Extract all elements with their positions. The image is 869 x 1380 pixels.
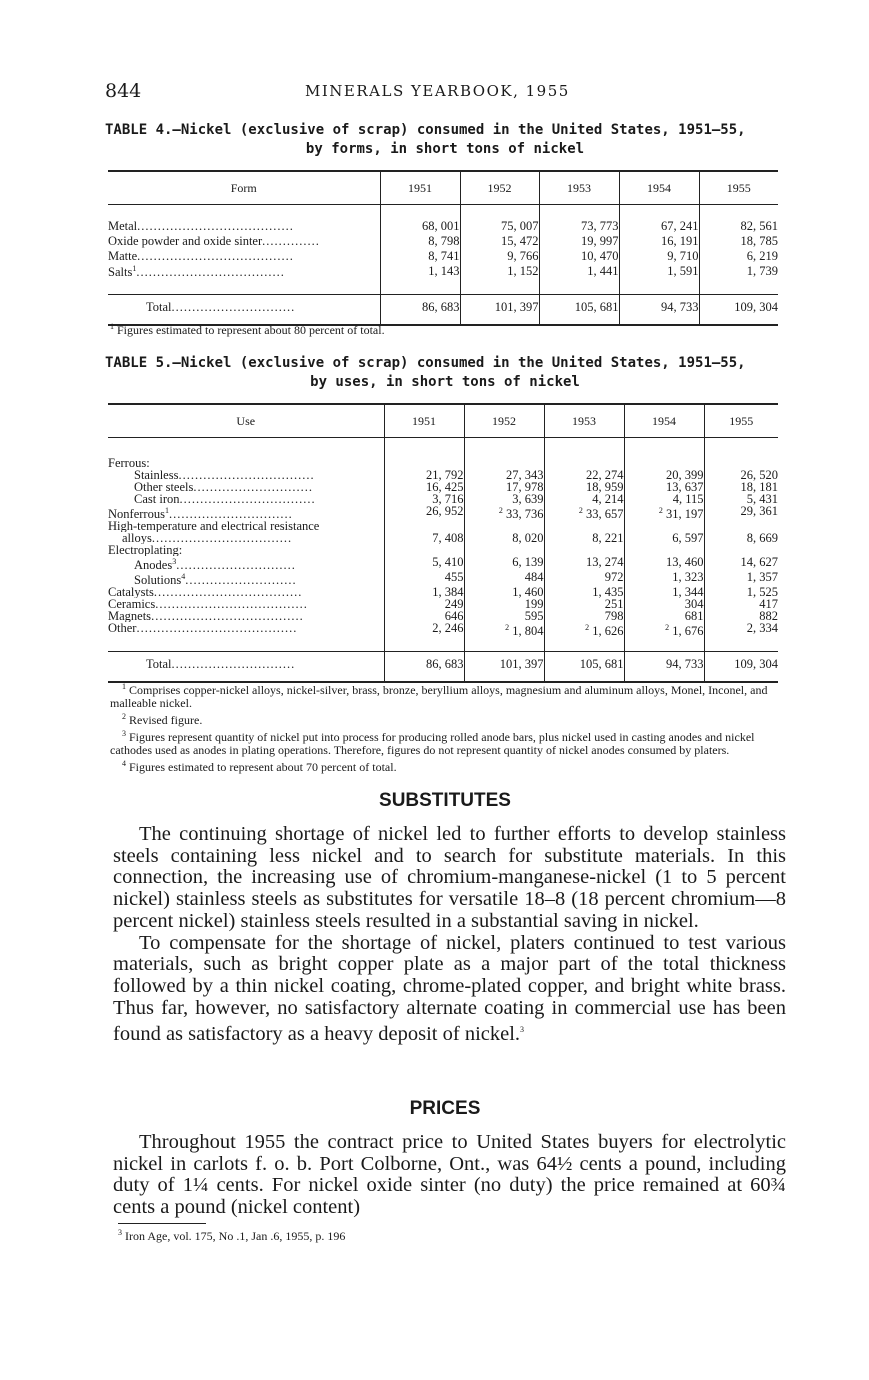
table4-footnote: $^1$ Figures estimated to represent about 80 percent of total. [110, 322, 385, 337]
substitutes-text [113, 824, 786, 1046]
table-row: alloys.................................. 7, 408 8, 020 8, 221 6, 597 8, 669 [122, 530, 778, 545]
table4 [108, 170, 778, 326]
page-number: 844 [105, 80, 142, 102]
table4-title: TABLE 4.—Nickel (exclusive of scrap) consumed in the United States, 1951–55, by forms, in short tons of nickel [105, 122, 746, 157]
table-row: Electroplating: [108, 544, 778, 556]
footnote-rule [118, 1223, 206, 1224]
col-header: 1953 [544, 404, 624, 438]
col-header: 1954 [619, 171, 699, 205]
table-row: Ferrous: [108, 458, 778, 469]
table5-title: TABLE 5.—Nickel (exclusive of scrap) consumed in the United States, 1951–55, by uses, in short tons of nickel [105, 355, 746, 390]
total-row: Total.............................. 86, 683 101, 397 105, 681 94, 733 109, 304 [108, 652, 778, 683]
table-row: Catalysts.................................... 1, 384 1, 460 1, 435 1, 344 1, 525 [108, 584, 778, 599]
col-header: 1955 [699, 171, 778, 205]
running-title: MINERALS YEARBOOK, 1955 [305, 82, 570, 100]
col-header: 1954 [624, 404, 704, 438]
table-row: Solutions$^4$........................... 455 484 972 1, 323 1, 357 [134, 569, 778, 586]
col-header: Use [108, 404, 384, 438]
col-header: 1951 [380, 171, 460, 205]
table-row: Other steels............................. 16, 425 17, 978 18, 959 13, 637 18, 181 [134, 479, 778, 494]
table-row: Metal...................................... 68, 001 75, 007 73, 773 67, 241 82, 561 [108, 219, 778, 233]
prices-heading: PRICES [409, 1098, 481, 1119]
col-header: 1952 [460, 171, 539, 205]
substitutes-heading: SUBSTITUTES [379, 790, 511, 811]
table-row: Oxide powder and oxide sinter.............. 8, 798 15, 472 19, 997 16, 191 18, 785 [108, 234, 778, 248]
page-footnote: $^3$ Iron Age, vol. 175, No .1, Jan .6, 1955, p. 196 [118, 1228, 346, 1243]
page-header [105, 80, 785, 102]
table-row: Other....................................... 2, 246 $^2$ 1, 804 $^2$ 1, 626 $^2$ 1, 676 2, 334 [108, 620, 778, 639]
paragraph: To compensate for the shortage of nickel, platers continued to test various materials, such as bright copper plate as a major part of the total thickness followed by a thin nickel coating, chrome-plated copper, and bright white brass. Thus far, however, no satisfactory alternate coating in commercial use has been found as satisfactory as a heavy deposit of nickel.$^3$ [113, 931, 786, 1046]
table5-footnotes: $^1$ Comprises copper-nickel alloys, nickel-silver, brass, bronze, beryllium alloys, magnesium and aluminum alloys, Monel, Inconel, and malleable nickel. $^2$ Revised figure. $^3$ Figures represent quantity of nickel put into process for producing rolled anode bars, plus nickel used in casting anodes and nickel cathodes used as anodes in plating operations. Therefore, figures do not represent quantity of nickel anodes consumed by platers. $^4$ Figures estimated to represent about 70 percent of total. [110, 682, 768, 774]
prices-text [113, 1132, 786, 1219]
paragraph: Throughout 1955 the contract price to United States buyers for electrolytic nickel in carlots f. o. b. Port Colborne, Ont., was 64½ cents a pound, including duty of 1¼ cents. For nickel oxide sinter (no duty) the price remained at 60¾ cents a pound (nickel content) [113, 1131, 786, 1219]
total-row: Total.............................. 86, 683 101, 397 105, 681 94, 733 109, 304 [108, 295, 778, 326]
table-row: Cast iron................................. 3, 716 3, 639 4, 214 4, 115 5, 431 [134, 491, 778, 506]
table5 [108, 403, 778, 683]
table-row: Salts$^1$.................................... 1, 143 1, 152 1, 441 1, 591 1, 739 [108, 264, 778, 280]
table-row: Nonferrous$^1$.............................. 26, 952 $^2$ 33, 736 $^2$ 33, 657 $^2$ 31, 197 29, 361 [108, 503, 778, 521]
col-header: 1953 [539, 171, 619, 205]
table-row: Ceramics..................................... 249 199 251 304 417 [108, 596, 778, 611]
col-header: 1955 [704, 404, 778, 438]
table-row: Magnets..................................... 646 595 798 681 882 [108, 608, 778, 623]
table-row: Matte...................................... 8, 741 9, 766 10, 470 9, 710 6, 219 [108, 249, 778, 263]
col-header: 1951 [384, 404, 464, 438]
col-header: 1952 [464, 404, 544, 438]
table-row: Stainless................................. 21, 792 27, 343 22, 274 20, 399 26, 520 [134, 467, 778, 482]
col-header: Form [108, 171, 380, 205]
table-row: High-temperature and electrical resistance [108, 520, 778, 532]
paragraph: The continuing shortage of nickel led to further efforts to develop stainless steels containing less nickel and to search for substitute materials. In this connection, the increasing use of chromium-manganese-nickel (1 to 5 percent nickel) stainless steels as substitutes for versatile 18–8 (18 percent chromium—8 percent nickel) stainless steels resulted in a substantial saving in nickel. [113, 823, 786, 932]
table-row: Anodes$^3$............................. 5, 410 6, 139 13, 274 13, 460 14, 627 [134, 554, 778, 571]
